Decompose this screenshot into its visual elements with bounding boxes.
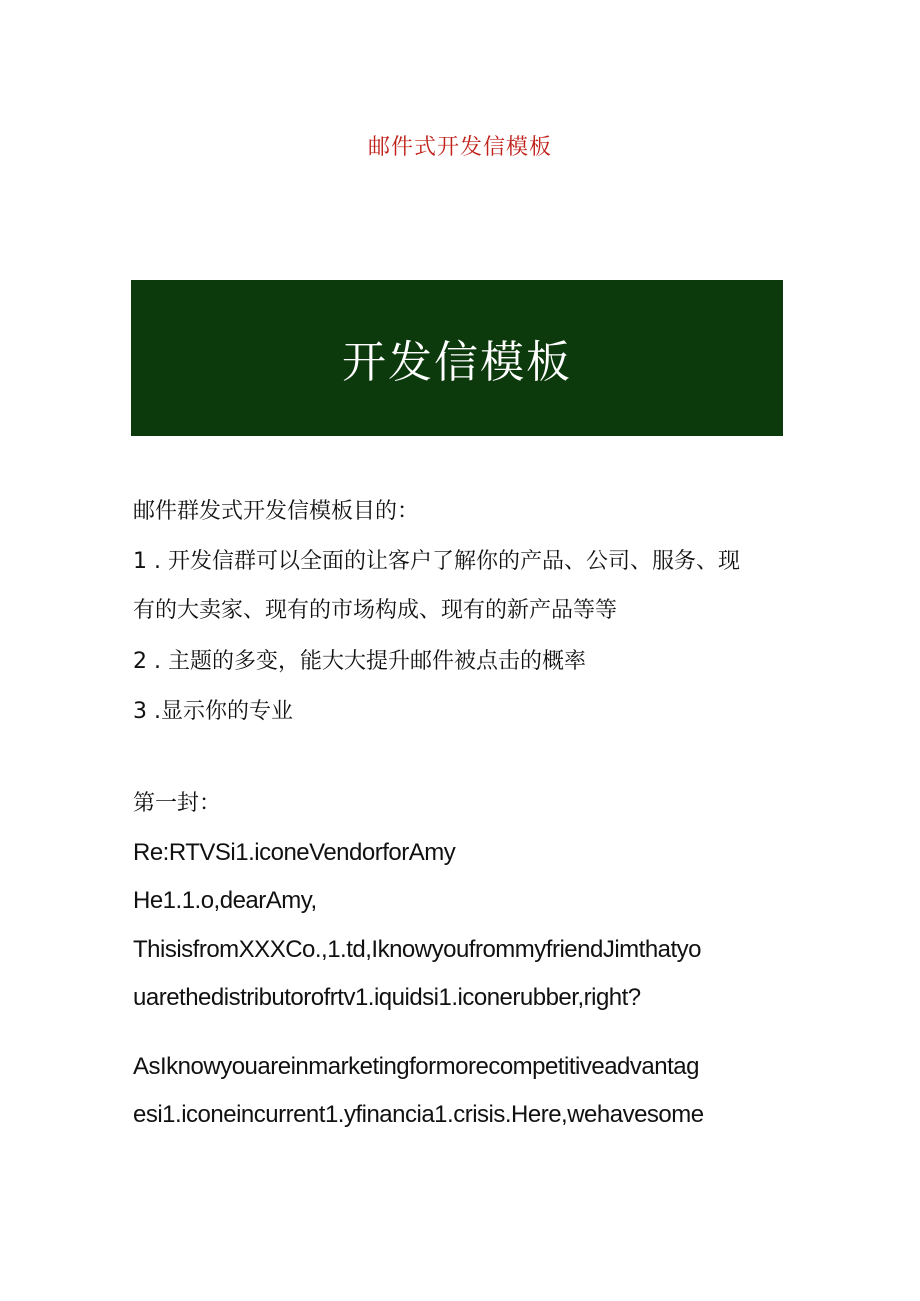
point-1-line-2: 有的大卖家、现有的市场构成、现有的新产品等等 — [133, 598, 618, 623]
letter-line: uarethedistributorofrtv1.iquidsi1.iconerubber,right? — [133, 984, 641, 1011]
point-3: 3 .显示你的专业 — [133, 699, 293, 724]
banner-title: 开发信模板 — [342, 337, 572, 388]
point-1-line-1: 1 . 开发信群可以全面的让客户了解你的产品、公司、服务、现 — [133, 549, 740, 574]
point-2: 2 . 主题的多变，能大大提升邮件被点击的概率 — [133, 649, 586, 674]
letter-line: ThisisfromXXXCo.,1.td,IknowyoufrommyfriendJimthatyo — [133, 936, 702, 963]
title-banner — [131, 280, 783, 436]
letter-greeting: He1.1.o,dearAmy, — [133, 887, 317, 914]
document-title: 邮件式开发信模板 — [367, 135, 552, 160]
first-letter-label: 第一封： — [133, 791, 222, 816]
letter-line: esi1.iconeincurrent1.yfinancia1.crisis.Here,wehavesome — [133, 1101, 704, 1128]
intro-text: 邮件群发式开发信模板目的： — [133, 499, 420, 524]
letter-subject: Re:RTVSi1.iconeVendorforAmy — [133, 839, 456, 866]
letter-line: AsIknowyouareinmarketingformorecompetitiveadvantag — [133, 1053, 699, 1080]
